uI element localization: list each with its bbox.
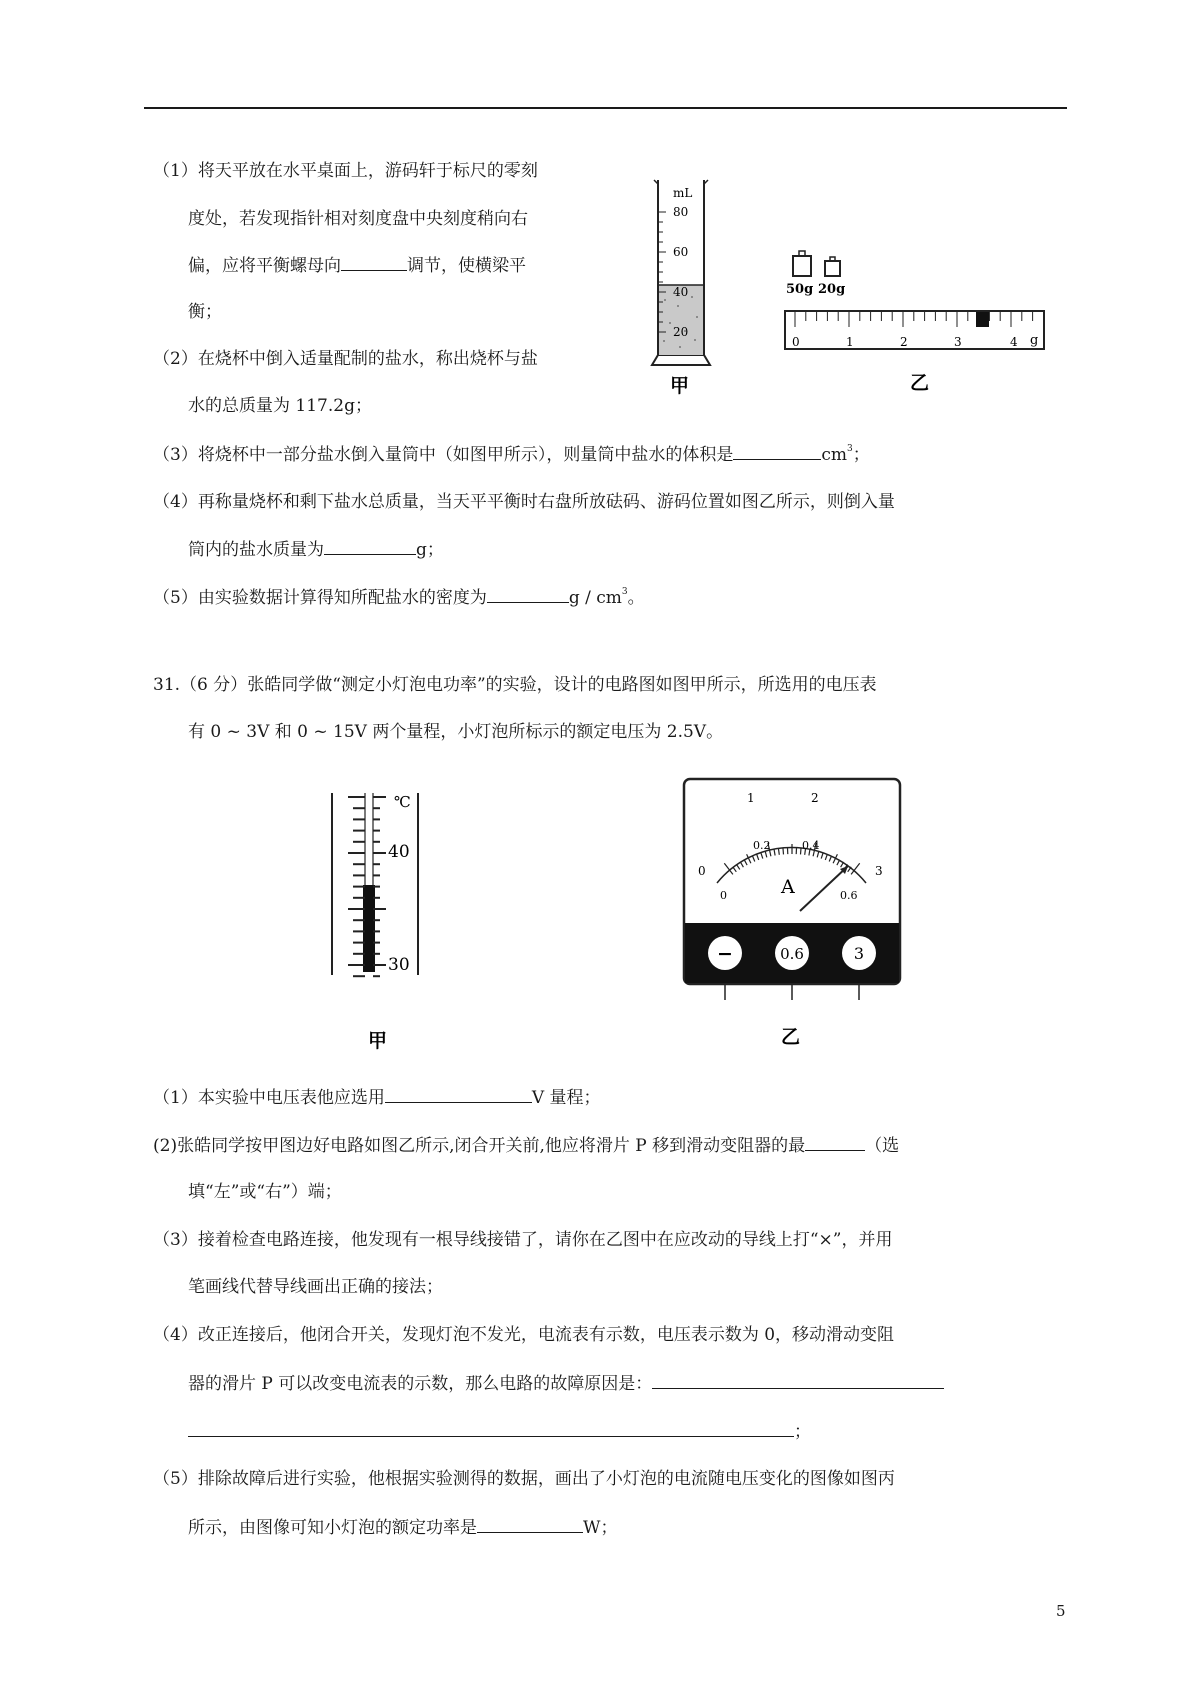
answer-blank-fault-a[interactable] xyxy=(652,1370,944,1389)
thermometer-label-30: 30 xyxy=(388,955,410,975)
tare-scale xyxy=(785,311,1044,349)
ammeter-tick xyxy=(801,848,802,854)
q31-part1-text: （1）本实验中电压表他应选用 xyxy=(153,1088,385,1108)
answer-blank-range[interactable] xyxy=(385,1084,532,1103)
q30-step5-end: 。 xyxy=(627,588,645,608)
cylinder-tick-20: 20 xyxy=(673,325,689,339)
q31-part2-line2: 填“左”或“右”）端； xyxy=(188,1182,342,1202)
rider-slider xyxy=(976,312,989,327)
scale-num-4: 4 xyxy=(1010,335,1018,349)
ammeter-bottom-0.4: 0.4 xyxy=(802,839,820,852)
ammeter-tick xyxy=(779,849,780,855)
q31-part1-line xyxy=(153,1084,601,1111)
q31-intro-line1: 31.（6 分）张皓同学做“测定小灯泡电功率”的实验，设计的电路图如图甲所示，所选用的电压表 xyxy=(153,675,877,695)
cylinder-caption: 甲 xyxy=(670,375,690,397)
q31-part1-unit: V 量程； xyxy=(531,1088,601,1108)
q30-step4-unit: g； xyxy=(416,540,444,560)
q31-part2-text: (2)张皓同学按甲图边好电路如图乙所示,闭合开关前,他应将滑片 P 移到滑动变阻器的最 xyxy=(153,1136,806,1156)
graduated-cylinder-figure xyxy=(640,175,725,400)
q30-step4-text: 筒内的盐水质量为 xyxy=(188,540,324,560)
ammeter-top-3: 3 xyxy=(875,864,883,878)
terminal-label-neg: − xyxy=(717,943,733,965)
q31-part4-line2 xyxy=(188,1370,944,1397)
cylinder-tick-80: 80 xyxy=(673,205,689,219)
answer-blank-power[interactable] xyxy=(477,1514,583,1533)
ammeter-bottom-0.2: 0.2 xyxy=(753,839,771,852)
q31-part2-line1 xyxy=(153,1132,899,1159)
q30-step4-line1: （4）再称量烧杯和剩下盐水总质量，当天平平衡时右盘所放砝码、游码位置如图乙所示，则倒入量 xyxy=(153,492,895,512)
ammeter-top-1: 1 xyxy=(747,791,755,805)
q30-step2-line2: 水的总质量为 117.2g； xyxy=(188,396,372,416)
terminal-label-3: 3 xyxy=(853,944,865,963)
q31-part3-line1: （3）接着检查电路连接，他发现有一根导线接错了，请你在乙图中在应改动的导线上打“×”，并用 xyxy=(153,1230,893,1250)
answer-blank-slider-end[interactable] xyxy=(805,1132,865,1151)
q30-step1-text-b: 调节，使横梁平 xyxy=(407,256,526,276)
q30-step3-sup: 3 xyxy=(846,444,853,454)
q30-step1-line4: 衡； xyxy=(188,302,222,322)
answer-blank-direction[interactable] xyxy=(341,252,407,271)
weight-label-50g: 50g xyxy=(786,282,814,297)
ammeter-caption: 乙 xyxy=(781,1026,801,1048)
ammeter-top-2: 2 xyxy=(811,791,819,805)
ammeter-tick xyxy=(783,848,784,854)
q30-step5-text: （5）由实验数据计算得知所配盐水的密度为 xyxy=(153,588,487,608)
cylinder-tick-40: 40 xyxy=(673,285,689,299)
q30-step4-line2 xyxy=(188,536,444,563)
q30-step1-text-a: 偏，应将平衡螺母向 xyxy=(188,256,341,276)
q31-part4-text: 器的滑片 P 可以改变电流表的示数，那么电路的故障原因是： xyxy=(188,1374,653,1394)
q31-part3-line2: 笔画线代替导线画出正确的接法； xyxy=(188,1277,443,1297)
page-number: 5 xyxy=(1056,1602,1066,1620)
q30-step3-unit: cm xyxy=(821,445,847,465)
answer-blank-density[interactable] xyxy=(487,584,569,603)
q30-step5-sup: 3 xyxy=(621,587,628,597)
q30-step5-unit: g / cm xyxy=(568,588,622,608)
thermometer-caption: 甲 xyxy=(368,1030,388,1052)
q31-part5-unit: W； xyxy=(583,1518,618,1538)
weight-20g xyxy=(825,257,840,276)
q31-part5-text: 所示，由图像可知小灯泡的额定功率是 xyxy=(188,1518,477,1538)
thermometer-label-40: 40 xyxy=(388,842,410,862)
q30-step1-line1: （1）将天平放在水平桌面上，游码轩于标尺的零刻 xyxy=(153,161,538,181)
ammeter-symbol: A xyxy=(781,876,795,898)
ammeter-figure xyxy=(680,775,905,1060)
scale-num-2: 2 xyxy=(900,335,908,349)
q31-part4-line1: （4）改正连接后，他闭合开关，发现灯泡不发光，电流表有示数，电压表示数为 0，移动滑动变阻 xyxy=(153,1325,895,1345)
q30-step1-line2: 度处，若发现指针相对刻度盘中央刻度稍向右 xyxy=(188,209,528,229)
scale-unit: g xyxy=(1030,333,1039,348)
q31-part2-tail: （选 xyxy=(865,1136,900,1156)
answer-blank-mass[interactable] xyxy=(324,536,416,555)
weight-label-20g: 20g xyxy=(818,282,846,297)
header-rule xyxy=(144,107,1067,109)
cylinder-tick-60: 60 xyxy=(673,245,689,259)
scale-num-1: 1 xyxy=(846,335,854,349)
q31-part5-line2 xyxy=(188,1514,617,1541)
scale-num-0: 0 xyxy=(792,335,800,349)
cylinder-unit: mL xyxy=(673,186,693,200)
answer-blank-volume[interactable] xyxy=(733,441,821,460)
weight-50g xyxy=(793,251,811,276)
q31-part4-end: ； xyxy=(794,1422,811,1442)
thermometer-unit: ℃ xyxy=(394,793,411,811)
balance-caption: 乙 xyxy=(910,372,930,394)
answer-blank-fault-b[interactable] xyxy=(188,1418,794,1437)
q31-part4-line3 xyxy=(188,1418,811,1445)
thermometer-figure xyxy=(320,785,430,1055)
q30-step2-line1: （2）在烧杯中倒入适量配制的盐水，称出烧杯与盐 xyxy=(153,349,538,369)
ammeter-top-0: 0 xyxy=(698,864,706,878)
ammeter-bottom-0: 0 xyxy=(720,889,727,902)
q30-step5-line xyxy=(153,584,645,611)
q30-step1-line3 xyxy=(188,252,526,279)
q30-step3-text: （3）将烧杯中一部分盐水倒入量筒中（如图甲所示），则量筒中盐水的体积是 xyxy=(153,445,734,465)
q31-part5-line1: （5）排除故障后进行实验，他根据实验测得的数据，画出了小灯泡的电流随电压变化的图像如图丙 xyxy=(153,1469,895,1489)
q30-step3-line xyxy=(153,441,870,468)
balance-figure xyxy=(780,245,1050,400)
terminal-label-0.6: 0.6 xyxy=(780,945,804,963)
ammeter-bottom-0.6: 0.6 xyxy=(840,889,858,902)
q30-step3-end: ； xyxy=(852,445,870,465)
scale-num-3: 3 xyxy=(954,335,962,349)
q31-intro-line2: 有 0 ~ 3V 和 0 ~ 15V 两个量程，小灯泡所标示的额定电压为 2.5V。 xyxy=(188,722,724,742)
